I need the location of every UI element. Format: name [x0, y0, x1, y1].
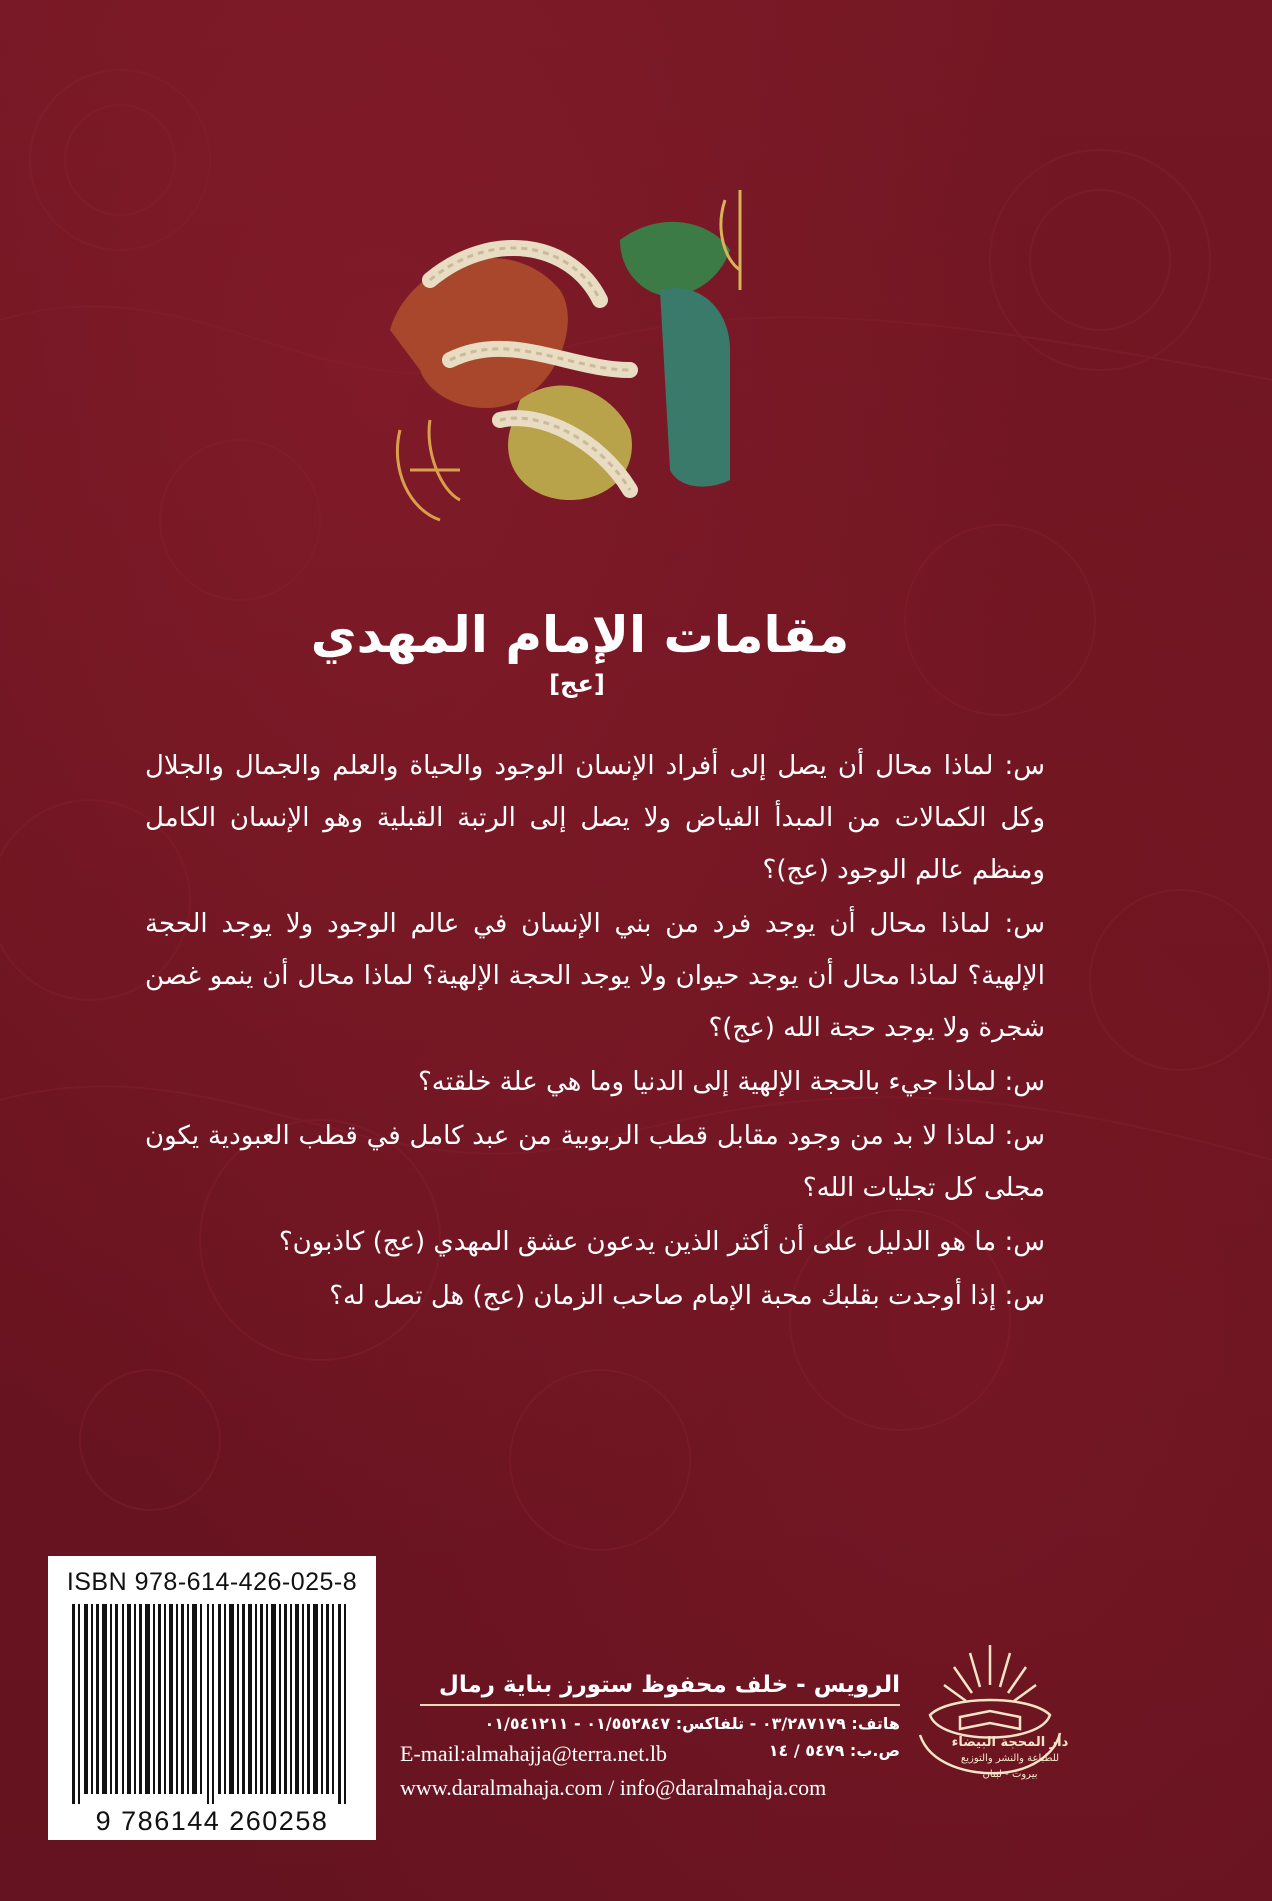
publisher-location: بيروت - لبنان [982, 1769, 1038, 1780]
isbn-barcode [48, 1556, 376, 1840]
question-item: س: ما هو الدليل على أن أكثر الذين يدعون عشق المهدي (عج) كاذبون؟ [278, 1227, 1045, 1257]
publisher-name: دار المحجة البيضاء [951, 1735, 1069, 1750]
publisher-phone: هاتف: ٠٣/٢٨٧١٧٩ - تلفاكس: ٠١/٥٥٢٨٤٧ - ٠١/٥٤١٢١١ [484, 1714, 900, 1733]
book-title [300, 606, 860, 722]
question-item: س: إذا أوجدت بقلبك محبة الإمام صاحب الزمان (عج) هل تصل له؟ [329, 1281, 1045, 1311]
barcode-bars [72, 1604, 352, 1804]
publisher-contact [400, 1672, 900, 1801]
email-row [400, 1741, 900, 1767]
question-item: س: لماذا جيء بالحجة الإلهية إلى الدنيا وما هي علة خلقته؟ [418, 1067, 1045, 1097]
publisher-address: الرويس - خلف محفوظ ستورز بناية رمال [438, 1672, 900, 1698]
question-item: س: لماذا محال أن يصل إلى أفراد الإنسان الوجود والحياة والعلم والجمال والجلال وكل الكمالات من المبدأ الفياض ولا يصل إلى الرتبة القبلية وهو الإنسان الكامل ومنظم عالم الوجود (عج)؟ [145, 751, 1045, 885]
calligraphy-emblem-icon [370, 170, 790, 540]
publisher-email: E-mail:almahajja@terra.net.lb [400, 1741, 668, 1766]
title-honorific: [عج] [549, 670, 605, 699]
isbn-label: ISBN 978-614-426-025-8 [66, 1568, 358, 1596]
question-item: س: لماذا لا بد من وجود مقابل قطب الربوبية من عبد كامل في قطب العبودية يكون مجلى كل تجليات الله؟ [145, 1121, 1045, 1203]
publisher-logo-icon [900, 1625, 1080, 1815]
question-item: س: لماذا محال أن يوجد فرد من بني الإنسان في عالم الوجود ولا يوجد الحجة الإلهية؟ لماذا محال أن يوجد حيوان ولا يوجد الحجة الإلهية؟ لماذا محال أن ينمو غصن شجرة ولا يوجد حجة الله (عج)؟ [145, 909, 1045, 1043]
publisher-tagline: للطباعة والنشر والتوزيع [960, 1753, 1060, 1764]
barcode-number: 9 786144 260258 [95, 1806, 329, 1836]
title-main: مقامات الإمام المهدي [310, 606, 850, 664]
publisher-website: www.daralmahaja.com / info@daralmahaja.com [400, 1775, 827, 1800]
question-list [145, 740, 1045, 1324]
publisher-pobox: ص.ب: ٥٤٧٩ / ١٤ [768, 1741, 900, 1760]
publisher-name-block [930, 1735, 1090, 1783]
